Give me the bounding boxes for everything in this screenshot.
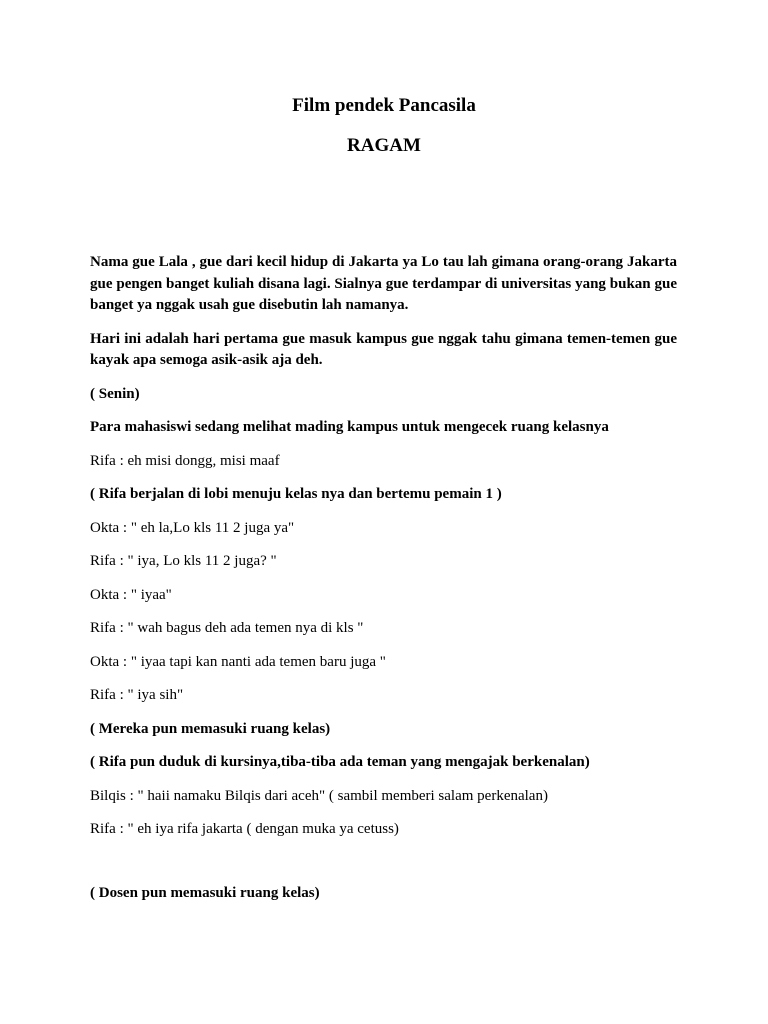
intro-paragraph: Hari ini adalah hari pertama gue masuk kampus gue nggak tahu gimana temen-temen gue kayak apa semoga asik-asik aja deh.: [90, 330, 677, 368]
intro-paragraph: Nama gue Lala , gue dari kecil hidup di Jakarta ya Lo tau lah gimana orang-orang Jakarta gue pengen banget kuliah disana lagi. Sialnya gue terdampar di universitas yang bukan gue banget ya nggak usah gue disebutin lah namanya.: [90, 254, 677, 313]
document-title: Film pendek Pancasila: [292, 95, 476, 116]
spacer: [90, 853, 677, 883]
document-subtitle: RAGAM: [347, 135, 421, 156]
dialogue-line: Rifa : eh misi dongg, misi maaf: [90, 452, 280, 469]
dialogue-line: Okta : " iyaa": [90, 586, 172, 603]
dialogue-line: Rifa : " eh iya rifa jakarta ( dengan muka ya cetuss): [90, 821, 399, 837]
stage-direction: ( Dosen pun memasuki ruang kelas): [90, 884, 320, 901]
scene-heading: ( Senin): [90, 385, 140, 402]
stage-direction: ( Rifa berjalan di lobi menuju kelas nya dan bertemu pemain 1 ): [90, 486, 502, 502]
dialogue-line: Rifa : " iya, Lo kls 11 2 juga? ": [90, 553, 277, 569]
dialogue-line: Okta : " iyaa tapi kan nanti ada temen baru juga ": [90, 653, 386, 670]
dialogue-line: Rifa : " iya sih": [90, 687, 184, 703]
stage-direction: Para mahasiswi sedang melihat mading kampus untuk mengecek ruang kelasnya: [90, 419, 609, 435]
stage-direction: ( Rifa pun duduk di kursinya,tiba-tiba ada teman yang mengajak berkenalan): [90, 754, 590, 770]
script-body: [90, 252, 677, 916]
dialogue-line: Rifa : " wah bagus deh ada temen nya di kls ": [90, 620, 364, 636]
dialogue-line: Okta : " eh la,Lo kls 11 2 juga ya": [90, 519, 295, 536]
dialogue-line: Bilqis : " haii namaku Bilqis dari aceh" ( sambil memberi salam perkenalan): [90, 787, 548, 804]
stage-direction: ( Mereka pun memasuki ruang kelas): [90, 720, 331, 737]
